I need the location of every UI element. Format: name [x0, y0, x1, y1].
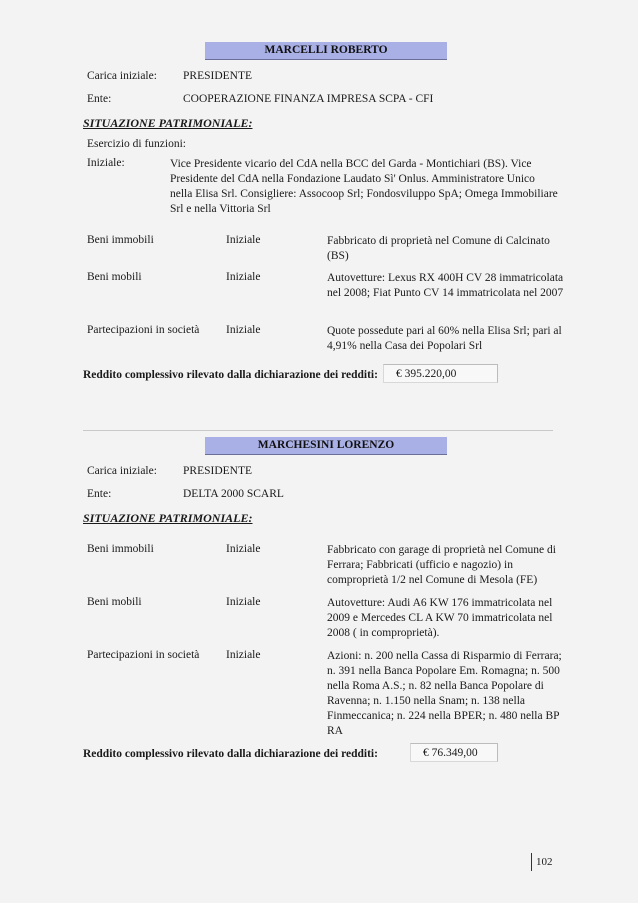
- asset-type: Beni immobili: [87, 543, 154, 555]
- carica-label: Carica iniziale:: [87, 465, 157, 477]
- asset-desc: Autovetture: Audi A6 KW 176 immatricolata nel 2009 e Mercedes CL A KW 70 immatricolata nel 2008 ( in comproprietà).: [327, 597, 553, 639]
- ente-label: Ente:: [87, 488, 112, 500]
- asset-stato: Iniziale: [226, 271, 261, 283]
- person-name-header: MARCELLI ROBERTO: [205, 42, 447, 60]
- asset-desc: Quote possedute pari al 60% nella Elisa Srl; pari al 4,91% nella Casa dei Popolari Srl: [327, 325, 562, 352]
- reddito-value-box: € 395.220,00: [383, 364, 498, 383]
- asset-type: Beni mobili: [87, 596, 142, 608]
- person-name-header: MARCHESINI LORENZO: [205, 437, 447, 455]
- situazione-heading: SITUAZIONE PATRIMONIALE:: [83, 116, 253, 130]
- reddito-label: Reddito complessivo rilevato dalla dichiarazione dei redditi:: [83, 369, 378, 381]
- asset-desc: Autovetture: Lexus RX 400H CV 28 immatricolata nel 2008; Fiat Punto CV 14 immatricolata nel 2007: [327, 272, 564, 299]
- iniziale-label: Iniziale:: [87, 157, 125, 169]
- asset-stato: Iniziale: [226, 543, 261, 555]
- situazione-heading: SITUAZIONE PATRIMONIALE:: [83, 511, 253, 525]
- ente-value: COOPERAZIONE FINANZA IMPRESA SCPA - CFI: [183, 93, 434, 105]
- asset-type: Partecipazioni in società: [87, 324, 200, 336]
- asset-type: Beni mobili: [87, 271, 142, 283]
- asset-desc: Fabbricato di proprietà nel Comune di Calcinato (BS): [327, 235, 550, 262]
- carica-label: Carica iniziale:: [87, 70, 157, 82]
- asset-desc: Azioni: n. 200 nella Cassa di Risparmio di Ferrara; n. 391 nella Banca Popolare Em. Romagna; n. 500 nella Roma A.S.; n. 82 nella Banca Popolare di Ravenna; n. 1.150 nella Snam; n. 138 nella Finmeccanica; n. 224 nella BPER; n. 480 nella BP RA: [327, 650, 562, 737]
- esercizio-label: Esercizio di funzioni:: [87, 138, 186, 150]
- ente-label: Ente:: [87, 93, 112, 105]
- carica-value: PRESIDENTE: [183, 465, 252, 477]
- reddito-label: Reddito complessivo rilevato dalla dichiarazione dei redditi:: [83, 748, 378, 760]
- asset-desc: Fabbricato con garage di proprietà nel Comune di Ferrara; Fabbricati (ufficio e nagozio) in comproprietà 1/2 nel Comune di Mesola (FE): [327, 544, 556, 586]
- asset-stato: Iniziale: [226, 649, 261, 661]
- asset-stato: Iniziale: [226, 234, 261, 246]
- asset-stato: Iniziale: [226, 596, 261, 608]
- asset-stato: Iniziale: [226, 324, 261, 336]
- reddito-value-box: € 76.349,00: [410, 743, 498, 762]
- asset-type: Beni immobili: [87, 234, 154, 246]
- carica-value: PRESIDENTE: [183, 70, 252, 82]
- page-number: 102: [531, 853, 553, 871]
- ente-value: DELTA 2000 SCARL: [183, 488, 284, 500]
- asset-type: Partecipazioni in società: [87, 649, 200, 661]
- section-divider: [83, 430, 553, 431]
- iniziale-value: Vice Presidente vicario del CdA nella BCC del Garda - Montichiari (BS). Vice Presidente del CdA nella Fondazione Laudato Sì' Onlus. Amministratore Unico nella Elisa Srl. Consigliere: Assocoop Srl; Fondosviluppo SpA; Omega Immobiliare Srl e nella Vittoria Srl: [170, 158, 558, 215]
